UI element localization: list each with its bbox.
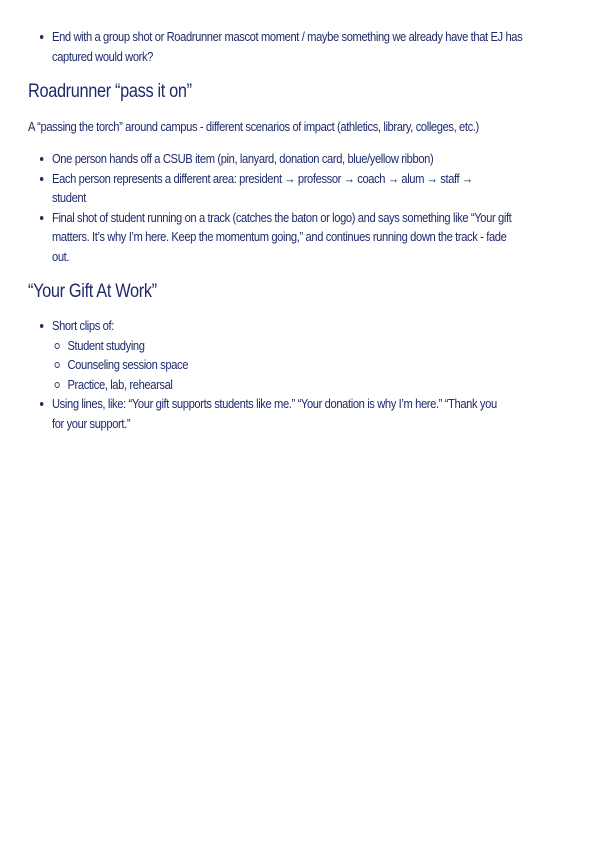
list-item-line: for your support.” bbox=[52, 415, 131, 431]
section-intro: A “passing the torch” around campus - different scenarios of impact (athletics, library, colleges, etc.) bbox=[28, 119, 479, 134]
list-item-line: Final shot of student running on a track (catches the baton or logo) and says something like “Your gift bbox=[52, 209, 512, 225]
list-item bbox=[52, 169, 568, 208]
section-heading-your-gift-at-work: “Your Gift At Work” bbox=[28, 281, 157, 302]
list-item-line: Counseling session space bbox=[67, 357, 189, 372]
sub-list-item bbox=[67, 375, 568, 395]
list-item-line: Using lines, like: “Your gift supports students like me.” “Your donation is why I’m here.” “Thank you bbox=[52, 396, 497, 411]
top-bullet-list bbox=[52, 27, 568, 66]
list-item bbox=[52, 149, 568, 169]
list-item-line: student bbox=[52, 190, 86, 205]
list-item-line: out. bbox=[52, 248, 70, 264]
list-item-line: End with a group shot or Roadrunner mascot moment / maybe something we already have that EJ has bbox=[52, 29, 523, 44]
section-heading-pass-it-on: Roadrunner “pass it on” bbox=[28, 81, 192, 102]
list-item-line: captured would work? bbox=[52, 48, 154, 64]
pass-it-on-bullet-list bbox=[52, 149, 568, 266]
list-item-line: Each person represents a different area: president → professor → coach → alum → staff → bbox=[52, 170, 473, 186]
sub-list-item bbox=[67, 336, 568, 356]
list-item-line: matters. It’s why I’m here. Keep the momentum going,” and continues running down the track - fade bbox=[52, 229, 507, 244]
list-item bbox=[52, 208, 568, 267]
list-item-line: Practice, lab, rehearsal bbox=[67, 376, 173, 392]
gift-at-work-bullet-list bbox=[52, 316, 568, 433]
list-item-line: Student studying bbox=[67, 337, 145, 353]
list-item bbox=[52, 316, 568, 336]
sub-list-item bbox=[67, 355, 568, 375]
list-item-line: Short clips of: bbox=[52, 318, 114, 333]
list-item bbox=[52, 394, 568, 433]
list-item-line: One person hands off a CSUB item (pin, lanyard, donation card, blue/yellow ribbon) bbox=[52, 151, 434, 166]
list-item bbox=[52, 27, 568, 66]
